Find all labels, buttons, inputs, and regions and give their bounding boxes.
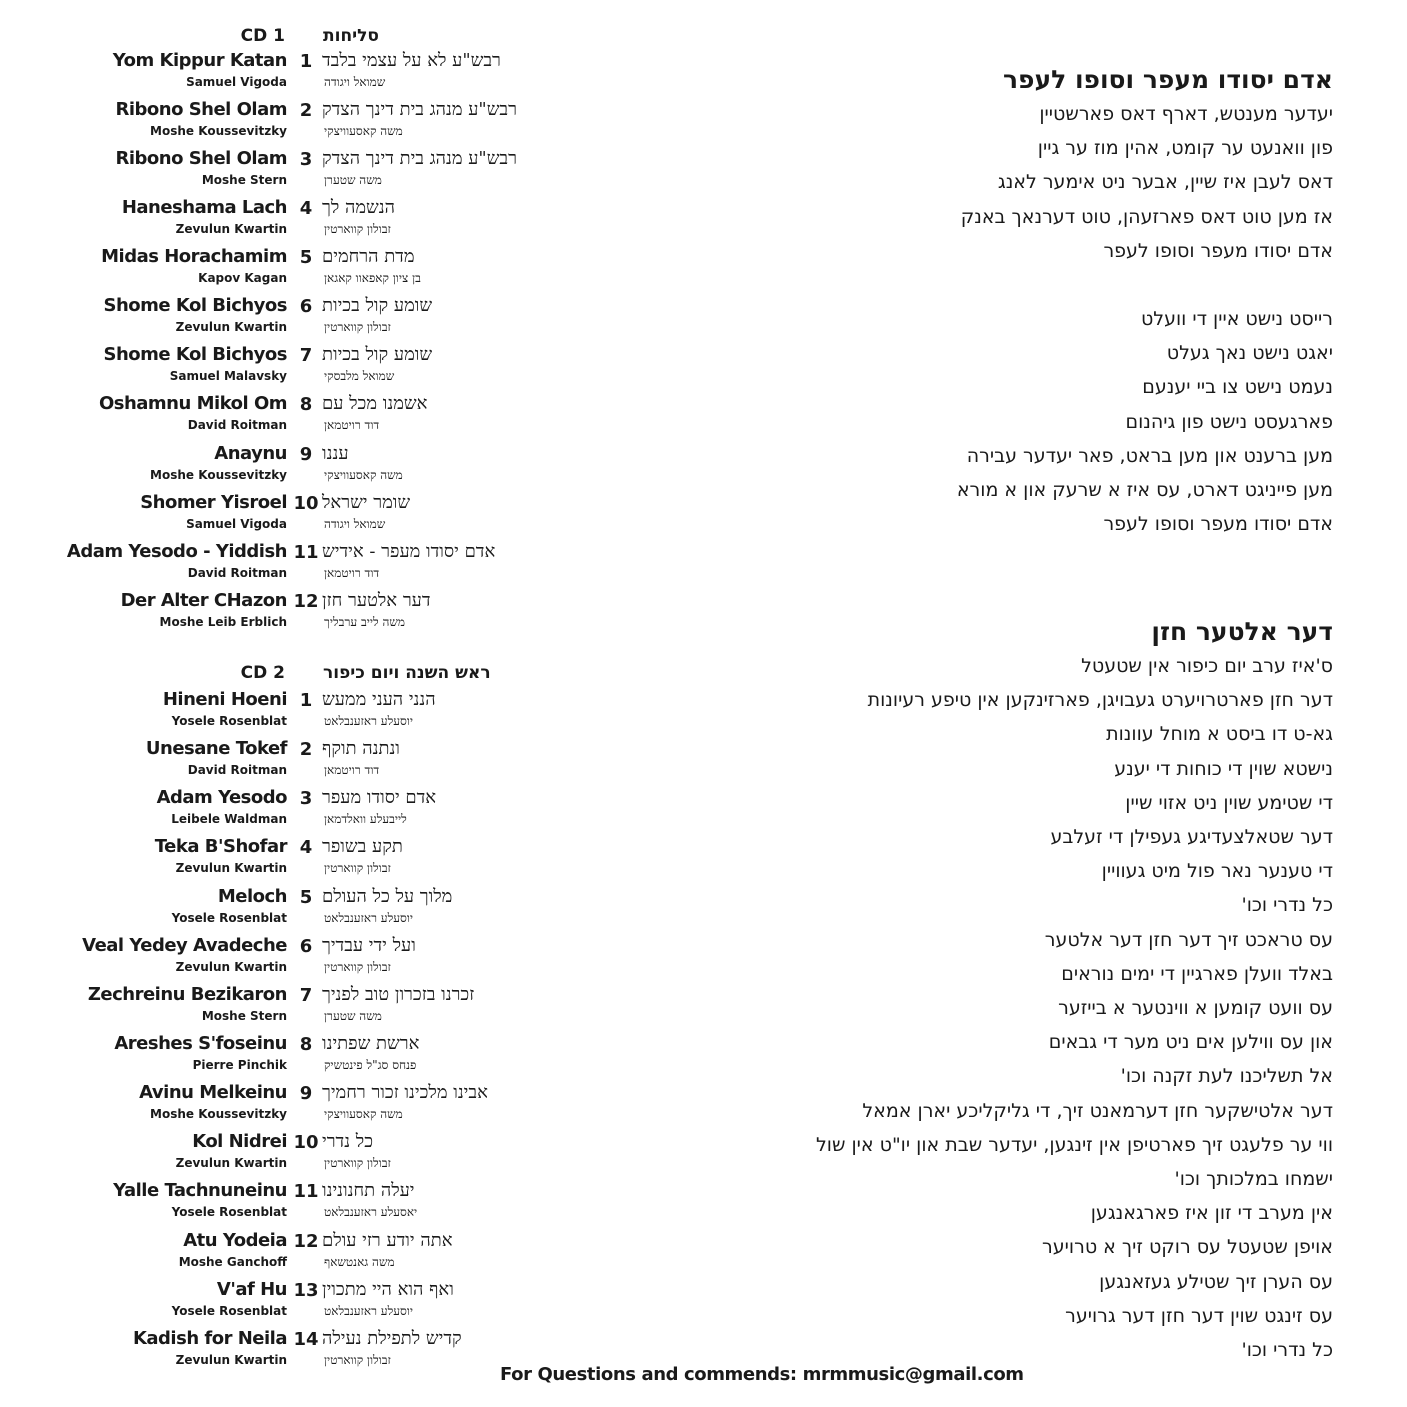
cd1-track-12 [0,590,620,639]
cd1-track-2 [0,99,620,148]
lyric-line: די טענער נאר פול מיט געוויין [1101,860,1333,883]
track-singer: Samuel Malavsky [169,369,287,383]
track-singer: Yosele Rosenblat [171,911,287,925]
track-title: Midas Horachamim [101,246,287,267]
track-hebrew-title: כל נדרי [322,1131,374,1152]
track-singer: Zevulun Kwartin [175,1353,287,1367]
track-hebrew-title: קדיש לתפילת נעילה [322,1328,462,1349]
lyric-line: נישטא שוין די כוחות די יענע [1114,757,1333,780]
lyric-line: עס הערן זיך שטילע געזאנגען [1099,1270,1333,1293]
track-singer-hebrew: משה לייב ערבליך [324,615,405,629]
track-singer: Zevulun Kwartin [175,960,287,974]
lyric-line: פון וואנעט ער קומט, אהין מוז ער גיין [1037,137,1333,160]
cd1-label: CD 1 [240,26,285,46]
track-number: 5 [299,247,313,268]
track-title: Adam Yesodo - Yiddish [66,541,287,562]
track-singer-hebrew: משה שטערן [324,173,382,187]
lyric-line: כל נדרי וכו' [1241,894,1333,917]
cd2-track-2 [0,738,620,787]
track-singer-hebrew: זבולון קווארטין [324,960,391,974]
lyric-line: אין מערב די זון איז פארגאנגען [1090,1202,1333,1225]
lyric-line: אויפן שטעטל עס רוקט זיך א טרויער [1042,1236,1333,1259]
track-hebrew-title: הנשמה לך [322,197,395,218]
lyric-line: ווי ער פלעגט זיך פארטיפן אין זינגען, יעדער שבת און יו"ט אין שול [815,1133,1333,1156]
lyric-line: רייסט נישט איין די וועלט [1140,308,1333,331]
lyrics-song-2 [816,615,1333,1367]
track-hebrew-title: שומע קול בכיות [322,344,433,365]
track-hebrew-title: אשמנו מכל עם [322,393,428,414]
track-hebrew-title: מלוך על כל העולם [322,886,453,907]
track-singer-hebrew: משה קאסעוויצקי [324,468,403,482]
lyric-line: עס טראכט זיך דער חזן דער אלטער [1044,928,1333,951]
lyric-line: די שטימע שוין ניט אזוי שיין [1125,791,1333,814]
track-title: Anaynu [214,443,287,464]
track-singer: Leibele Waldman [171,812,287,826]
track-hebrew-title: רבש"ע מנהג בית דינך הצדק [322,99,517,120]
lyric-line: מען פייניגט דארט, עס איז א שרעק און א מורא [956,479,1333,502]
lyric-line: עס זינגט שוין דער חזן דער גרויער [1065,1304,1333,1327]
lyric-line: עס וועט קומען א ווינטער א בייזער [1058,997,1333,1020]
cd1-track-5 [0,246,620,295]
cd1-header [0,26,620,50]
track-singer: Moshe Koussevitzky [150,124,287,138]
track-title: Kol Nidrei [192,1131,287,1152]
track-singer: Pierre Pinchik [192,1058,287,1072]
song-title: דער אלטער חזן [1151,617,1333,646]
track-singer: Moshe Stern [201,173,287,187]
track-number: 13 [293,1280,319,1301]
track-title: Ribono Shel Olam [115,99,287,120]
cd2-label: CD 2 [240,663,285,683]
lyric-line: אז מען טוט דאס פארזעהן, טוט דערנאך באנק [960,205,1333,228]
track-number: 3 [299,788,313,809]
track-singer: Yosele Rosenblat [171,1304,287,1318]
track-hebrew-title: יעלה תחנונינו [322,1180,415,1201]
track-singer-hebrew: זבולון קווארטין [324,320,391,334]
cd1-track-1 [0,50,620,99]
lyric-line: ישמחו במלכותך וכו' [1174,1168,1333,1191]
lyric-line: אל תשליכנו לעת זקנה וכו' [1120,1065,1333,1088]
lyric-line: אדם יסודו מעפר וסופו לעפר [1103,513,1333,536]
cd2-hebrew-title: ראש השנה ויום כיפור [323,663,491,683]
cd1-track-8 [0,393,620,442]
track-hebrew-title: דער אלטער חזן [322,590,431,611]
track-hebrew-title: אדם יסודו מעפר [322,787,437,808]
contact-footer: For Questions and commends: mrmmusic@gmail.com [500,1364,1024,1385]
cd2-track-6 [0,935,620,984]
lyric-line: ס'איז ערב יום כיפור אין שטעטל [1081,655,1333,677]
track-singer-hebrew: משה קאסעוויצקי [324,1107,403,1121]
track-hebrew-title: ונתנה תוקף [322,738,400,759]
track-singer-hebrew: יאסעלע ראזענבלאט [324,1205,418,1219]
cd2-track-4 [0,836,620,885]
cd2-track-9 [0,1082,620,1131]
track-title: Shome Kol Bichyos [103,295,287,316]
track-title: Atu Yodeia [183,1230,287,1251]
cd2-track-5 [0,886,620,935]
song-title: אדם יסודו מעפר וסופו לעפר [1002,65,1333,94]
track-singer: Zevulun Kwartin [175,861,287,875]
track-title: Shomer Yisroel [140,492,287,513]
track-singer-hebrew: משה קאסעוויצקי [324,124,403,138]
cd1-track-11 [0,541,620,590]
track-singer: Zevulun Kwartin [175,222,287,236]
track-number: 9 [299,444,313,465]
track-hebrew-title: הנני העני ממעש [322,689,436,710]
track-title: Shome Kol Bichyos [103,344,287,365]
cd1-track-10 [0,492,620,541]
cd2-track-10 [0,1131,620,1180]
cd1-track-4 [0,197,620,246]
cd2-header [0,663,620,687]
track-singer-hebrew: יוסעלע ראזענבלאט [324,1304,414,1318]
cd1-track-9 [0,443,620,492]
track-singer-hebrew: משה גאנטשאף [324,1255,395,1269]
lyric-line: יעדער מענטש, דארף דאס פארשטיין [1039,103,1333,125]
track-singer-hebrew: דוד רויטמאן [324,418,380,432]
track-hebrew-title: שומר ישראל [322,492,411,513]
cd2-track-1 [0,689,620,738]
track-singer-hebrew: דוד רויטמאן [324,763,380,777]
track-singer: Moshe Ganchoff [178,1255,287,1269]
track-singer: Kapov Kagan [198,271,287,285]
cd1-track-7 [0,344,620,393]
track-singer-hebrew: שמואל ויגודה [324,75,386,89]
track-title: Meloch [217,886,287,907]
track-hebrew-title: ועל ידי עבדיך [322,935,416,956]
track-title: Areshes S'foseinu [114,1033,287,1054]
track-singer-hebrew: לייבעלע וואלדמאן [324,812,407,826]
track-title: Oshamnu Mikol Om [98,393,287,414]
track-singer-hebrew: פנחס סג"ל פינטשיק [324,1058,417,1072]
track-singer: Yosele Rosenblat [171,1205,287,1219]
track-singer: Moshe Koussevitzky [150,1107,287,1121]
track-singer-hebrew: יוסעלע ראזענבלאט [324,911,414,925]
lyric-line: מען ברענט און מען בראט, פאר יעדער עבירה [966,444,1333,467]
track-hebrew-title: ארשת שפתינו [322,1033,420,1054]
track-title: Adam Yesodo [156,787,287,808]
track-number: 6 [299,296,313,317]
track-singer: David Roitman [187,418,287,432]
track-singer: Samuel Vigoda [186,75,287,89]
track-singer-hebrew: שמואל מלבסקי [324,369,395,383]
cd2-track-12 [0,1230,620,1279]
track-number: 14 [293,1329,319,1350]
track-singer-hebrew: משה שטערן [324,1009,382,1023]
track-number: 8 [299,1034,313,1055]
track-singer-hebrew: זבולון קווארטין [324,1156,391,1170]
cd2-track-13 [0,1279,620,1328]
track-title: Yom Kippur Katan [112,50,287,71]
track-title: V'af Hu [216,1279,287,1300]
lyric-line: דער חזן פארטרויערט געבויגן, פארזינקען אין טיפע רעיונות [867,689,1333,712]
cd1-hebrew-title: סליחות [323,26,379,46]
track-singer-hebrew: זבולון קווארטין [324,222,391,236]
track-hebrew-title: רבש"ע מנהג בית דינך הצדק [322,148,517,169]
track-number: 7 [299,345,313,366]
track-number: 4 [299,837,313,858]
track-number: 4 [299,198,313,219]
track-number: 10 [293,1132,319,1153]
track-hebrew-title: שומע קול בכיות [322,295,433,316]
cd1-track-6 [0,295,620,344]
cd2-track-7 [0,984,620,1033]
track-singer-hebrew: בן ציון קאפאוו קאגאן [324,271,421,285]
lyric-line: באלד וועלן פארגיין די ימים נוראים [1061,962,1333,985]
lyric-line: דער אלטישקער חזן דערמאנט זיך, די גליקליכע יארן אמאל [862,1099,1333,1122]
track-title: Der Alter CHazon [120,590,287,611]
lyric-line: אדם יסודו מעפר וסופו לעפר [1103,239,1333,262]
track-singer: Moshe Leib Erblich [159,615,287,629]
track-number: 2 [299,100,313,121]
track-title: Veal Yedey Avadeche [82,935,287,956]
track-hebrew-title: אתה יודע רזי עולם [322,1230,453,1251]
track-number: 2 [299,739,313,760]
track-hebrew-title: רבש"ע לא על עצמי בלבד [322,50,501,71]
track-hebrew-title: אדם יסודו מעפר - אידיש [322,541,496,562]
track-singer-hebrew: יוסעלע ראזענבלאט [324,714,414,728]
track-number: 1 [299,51,313,72]
lyric-line: און עס ווילען אים ניט מער די גבאים [1048,1031,1333,1054]
track-title: Haneshama Lach [121,197,287,218]
track-number: 7 [299,985,313,1006]
lyrics-song-1 [957,63,1333,541]
track-singer: Zevulun Kwartin [175,1156,287,1170]
track-number: 1 [299,690,313,711]
track-hebrew-title: זכרנו בזכרון טוב לפניך [322,984,475,1005]
track-singer: Samuel Vigoda [186,517,287,531]
track-number: 9 [299,1083,313,1104]
track-singer: David Roitman [187,763,287,777]
cd2-track-3 [0,787,620,836]
track-singer-hebrew: זבולון קווארטין [324,861,391,875]
track-title: Avinu Melkeinu [139,1082,287,1103]
track-singer-hebrew: שמואל ויגודה [324,517,386,531]
lyric-line: גא-ט דו ביסט א מוחל עוונות [1106,723,1333,746]
track-number: 12 [293,591,319,612]
track-number: 6 [299,936,313,957]
lyric-line: יאגט נישט נאך געלט [1166,342,1333,365]
track-hebrew-title: מדת הרחמים [322,246,415,267]
lyric-line: דאס לעבן איז שיין, אבער ניט אימער לאנג [997,171,1333,194]
track-singer-hebrew: זבולון קווארטין [324,1353,391,1367]
track-title: Ribono Shel Olam [115,148,287,169]
track-number: 11 [293,542,319,563]
lyric-line: כל נדרי וכו' [1241,1339,1333,1362]
track-number: 3 [299,149,313,170]
track-singer-hebrew: דוד רויטמאן [324,566,380,580]
cd2-track-8 [0,1033,620,1082]
track-title: Unesane Tokef [145,738,287,759]
track-title: Hineni Hoeni [162,689,287,710]
lyric-line: דער שטאלצעדיגע געפילן די זעלבע [1050,826,1333,849]
track-singer: Zevulun Kwartin [175,320,287,334]
track-number: 8 [299,394,313,415]
track-number: 10 [293,493,319,514]
track-hebrew-title: ואף הוא היי מתכוין [322,1279,454,1300]
track-singer: David Roitman [187,566,287,580]
cd1-track-3 [0,148,620,197]
track-hebrew-title: אבינו מלכינו זכור רחמיך [322,1082,488,1103]
track-hebrew-title: תקע בשופר [322,836,403,857]
track-singer: Moshe Stern [201,1009,287,1023]
track-title: Kadish for Neila [132,1328,287,1349]
lyric-line: נעמט נישט צו ביי יענעם [1142,376,1333,399]
stanza-gap [957,268,1333,302]
track-singer: Moshe Koussevitzky [150,468,287,482]
track-singer: Yosele Rosenblat [171,714,287,728]
track-title: Teka B'Shofar [154,836,287,857]
track-number: 5 [299,887,313,908]
track-number: 12 [293,1231,319,1252]
track-title: Zechreinu Bezikaron [87,984,287,1005]
track-title: Yalle Tachnuneinu [113,1180,287,1201]
track-number: 11 [293,1181,319,1202]
track-hebrew-title: עננו [322,443,349,464]
cd2-track-11 [0,1180,620,1229]
lyric-line: פארגעסט נישט פון גיהנום [1125,410,1333,433]
